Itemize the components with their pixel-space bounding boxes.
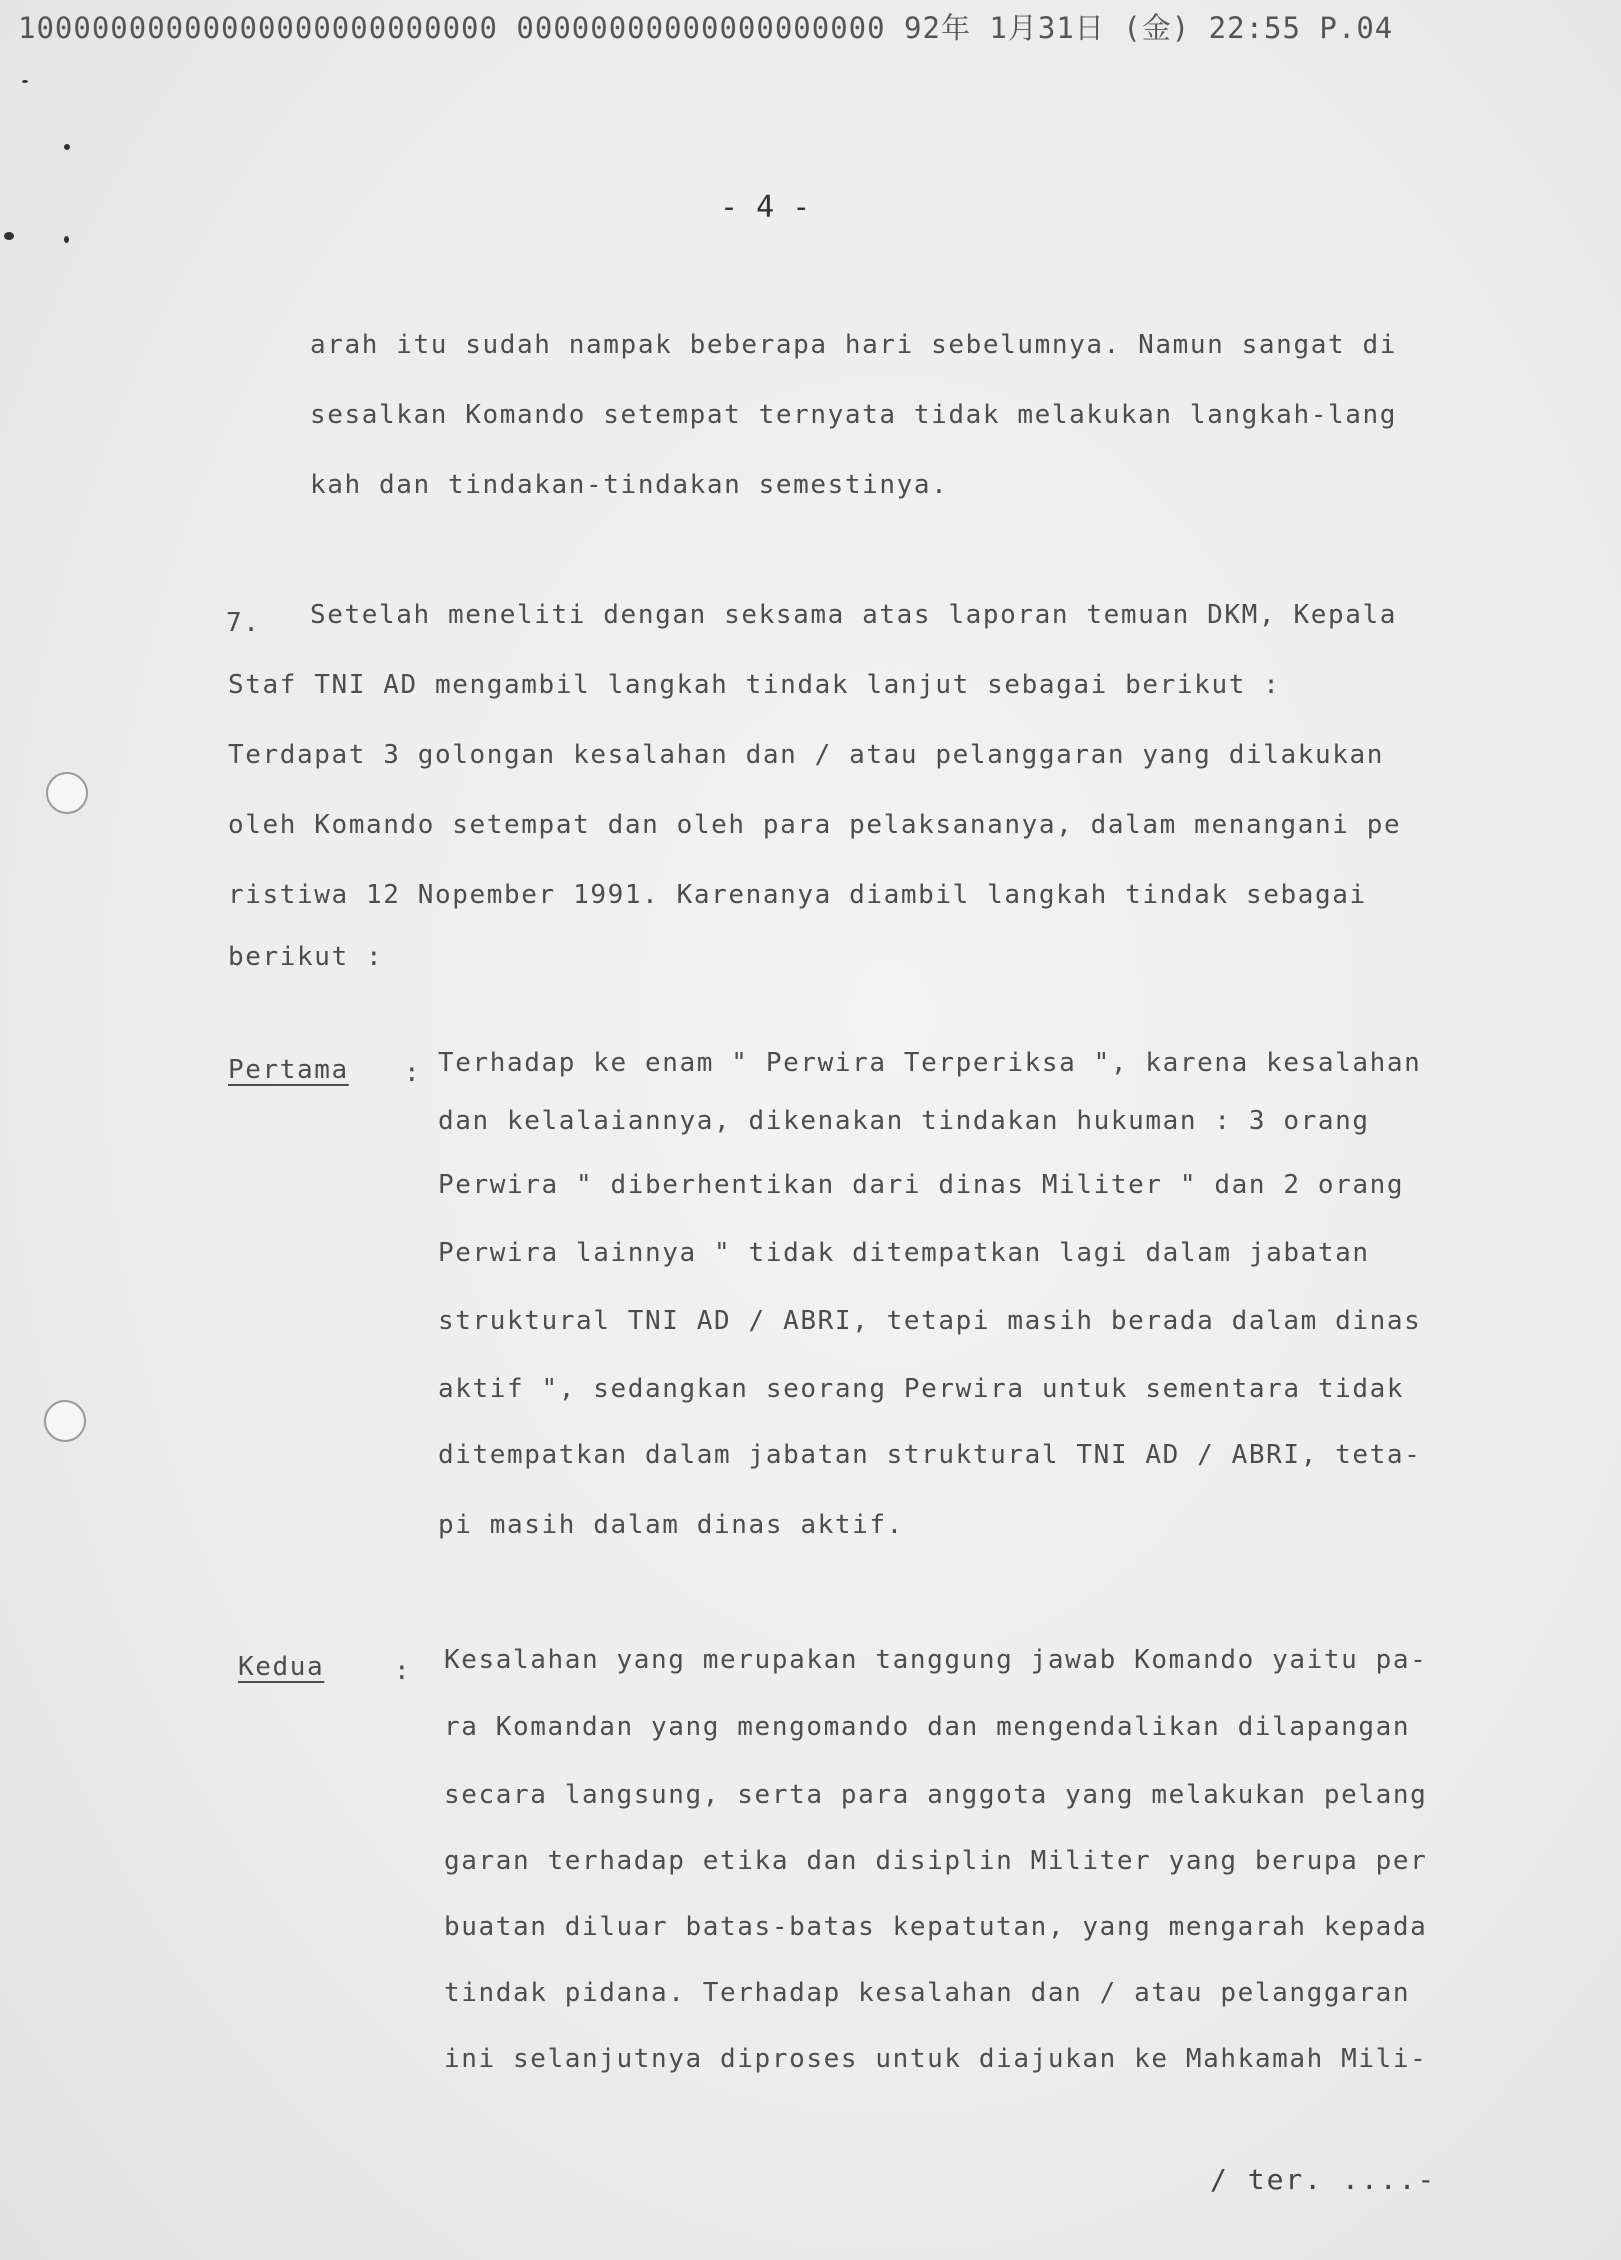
intro-line-2: sesalkan Komando setempat ternyata tidak melakukan langkah-lang [310, 400, 1397, 430]
kedua-colon: : [394, 1656, 410, 1686]
intro-line-3: kah dan tindakan-tindakan semestinya. [310, 470, 949, 500]
point-7-number: 7. [226, 608, 261, 638]
intro-line-1: arah itu sudah nampak beberapa hari sebelumnya. Namun sangat di [310, 330, 1397, 360]
footer-catchword: / ter. ....- [1210, 2163, 1437, 2196]
pertama-line-7: ditempatkan dalam jabatan struktural TNI AD / ABRI, teta- [438, 1440, 1422, 1470]
pertama-colon: : [404, 1058, 420, 1088]
pertama-line-8: pi masih dalam dinas aktif. [438, 1510, 904, 1540]
pertama-line-3: Perwira " diberhentikan dari dinas Militer " dan 2 orang [438, 1170, 1405, 1200]
fax-header-line: 10000000000000000000000000 00000000000000000000 92年 1月31日 (金) 22:55 P.04 [18, 11, 1394, 45]
scan-speck [64, 236, 69, 243]
page-number: - 4 - [720, 190, 811, 225]
point-7-line-5: ristiwa 12 Nopember 1991. Karenanya diambil langkah tindak sebagai [228, 880, 1367, 910]
pertama-line-4: Perwira lainnya " tidak ditempatkan lagi dalam jabatan [438, 1238, 1370, 1268]
scan-speck [64, 144, 70, 150]
pertama-line-6: aktif ", sedangkan seorang Perwira untuk sementara tidak [438, 1374, 1405, 1404]
pertama-line-2: dan kelalaiannya, dikenakan tindakan hukuman : 3 orang [438, 1106, 1370, 1136]
pertama-label: Pertama [228, 1055, 349, 1085]
kedua-label: Kedua [238, 1652, 325, 1682]
point-7-line-3: Terdapat 3 golongan kesalahan dan / atau pelanggaran yang dilakukan [228, 740, 1384, 770]
kedua-line-1: Kesalahan yang merupakan tanggung jawab Komando yaitu pa- [444, 1645, 1428, 1675]
kedua-line-3: secara langsung, serta para anggota yang melakukan pelang [444, 1780, 1428, 1810]
pertama-line-1: Terhadap ke enam " Perwira Terperiksa ", karena kesalahan [438, 1048, 1422, 1078]
scan-speck [22, 80, 28, 83]
point-7-line-6: berikut : [228, 942, 384, 972]
kedua-line-5: buatan diluar batas-batas kepatutan, yang mengarah kepada [444, 1912, 1428, 1942]
pertama-line-5: struktural TNI AD / ABRI, tetapi masih berada dalam dinas [438, 1306, 1422, 1336]
point-7-line-2: Staf TNI AD mengambil langkah tindak lanjut sebagai berikut : [228, 670, 1281, 700]
punch-hole-top [46, 772, 88, 814]
kedua-line-4: garan terhadap etika dan disiplin Militer yang berupa per [444, 1846, 1428, 1876]
kedua-line-6: tindak pidana. Terhadap kesalahan dan / atau pelanggaran [444, 1978, 1411, 2008]
point-7-line-4: oleh Komando setempat dan oleh para pelaksananya, dalam menangani pe [228, 810, 1402, 840]
point-7-line-1: Setelah meneliti dengan seksama atas laporan temuan DKM, Kepala [310, 600, 1397, 630]
kedua-line-2: ra Komandan yang mengomando dan mengendalikan dilapangan [444, 1712, 1411, 1742]
scan-speck [4, 232, 14, 240]
punch-hole-bottom [44, 1400, 86, 1442]
kedua-line-7: ini selanjutnya diproses untuk diajukan ke Mahkamah Mili- [444, 2044, 1428, 2074]
